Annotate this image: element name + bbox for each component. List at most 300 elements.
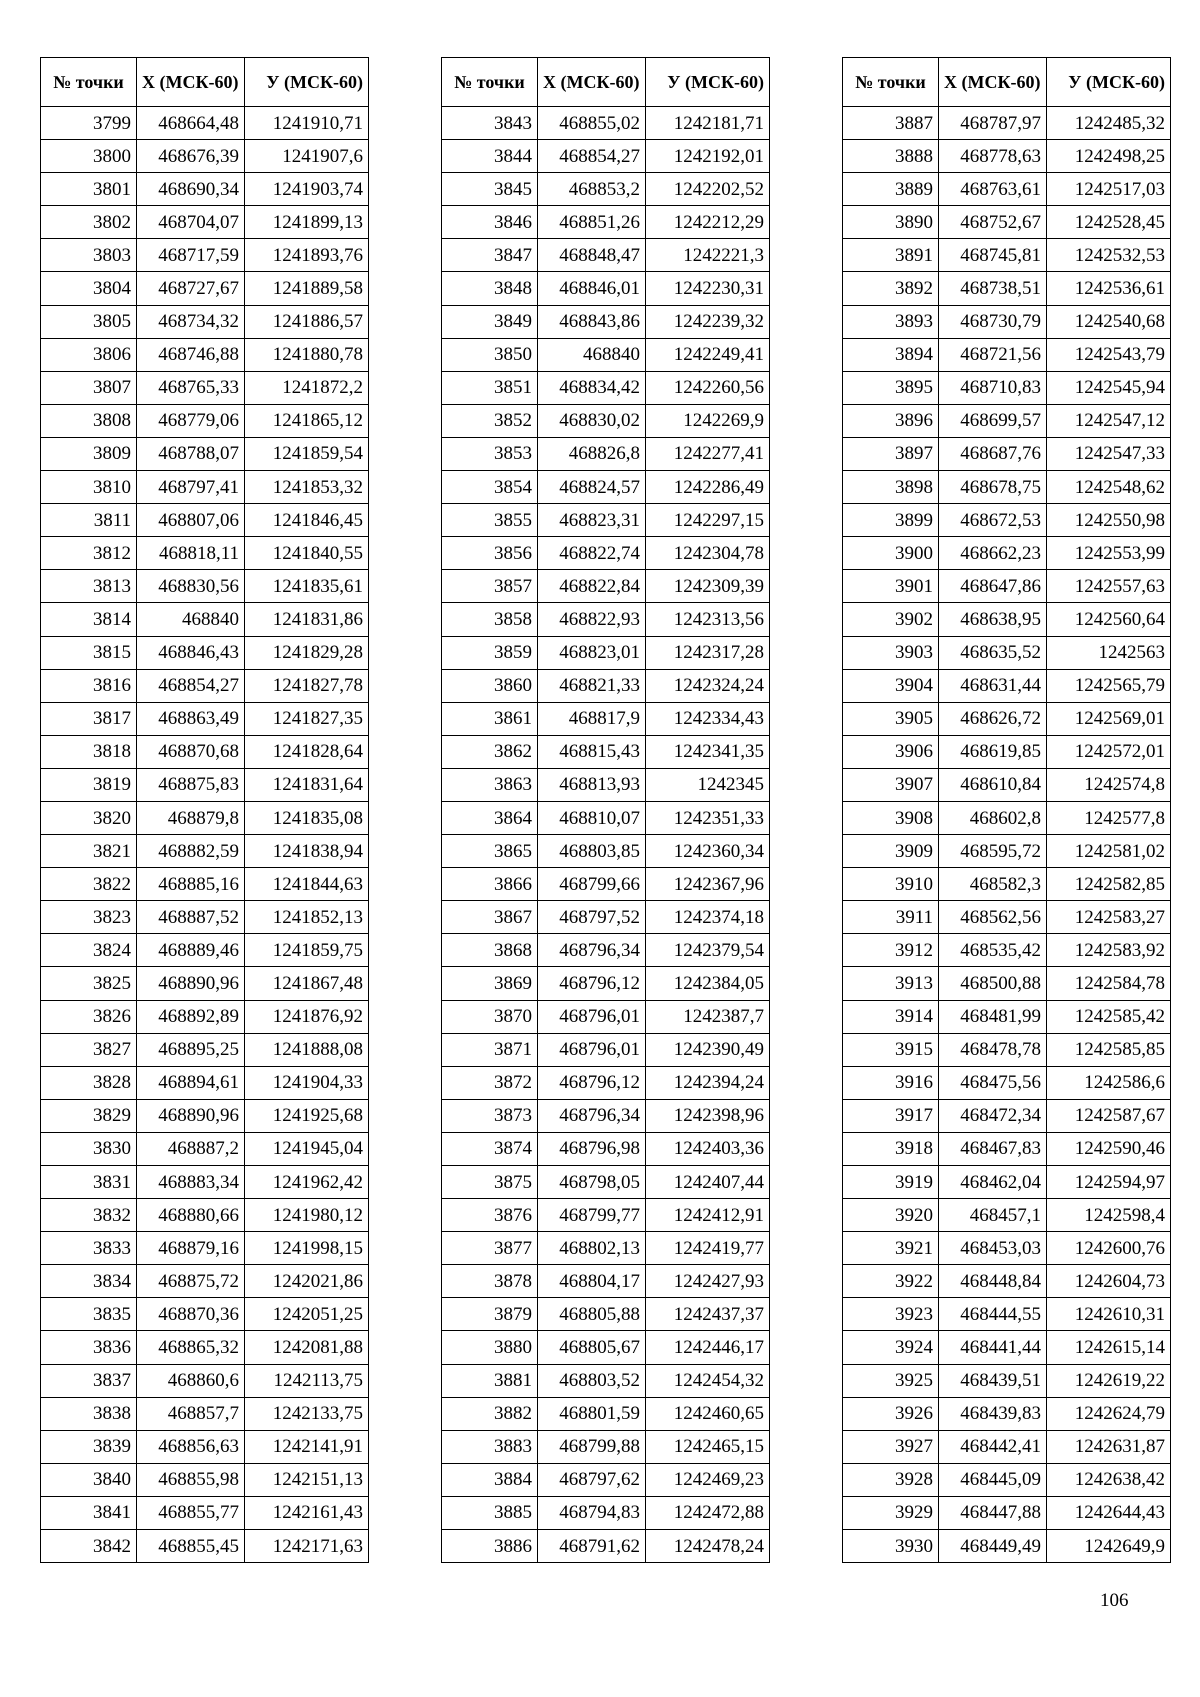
- x-coordinate-cell: 468803,52: [538, 1364, 646, 1397]
- table-row: [442, 239, 770, 272]
- point-number-cell: 3811: [41, 504, 137, 537]
- table-row: [442, 636, 770, 669]
- point-number-cell: 3873: [442, 1099, 538, 1132]
- point-number-cell: 3881: [442, 1364, 538, 1397]
- x-coordinate-cell: 468894,61: [137, 1066, 245, 1099]
- table-row: [41, 1298, 369, 1331]
- point-number-cell: 3868: [442, 934, 538, 967]
- table-row: [843, 1232, 1171, 1265]
- y-coordinate-cell: 1242485,32: [1047, 107, 1171, 140]
- point-number-cell: 3904: [843, 669, 939, 702]
- x-coordinate-cell: 468730,79: [939, 305, 1047, 338]
- y-coordinate-cell: 1242649,9: [1047, 1530, 1171, 1563]
- point-number-cell: 3815: [41, 636, 137, 669]
- x-coordinate-cell: 468687,76: [939, 437, 1047, 470]
- table-row: [41, 371, 369, 404]
- x-coordinate-cell: 468797,62: [538, 1463, 646, 1496]
- y-coordinate-cell: 1242577,8: [1047, 801, 1171, 834]
- point-number-cell: 3910: [843, 868, 939, 901]
- table-row: [843, 1463, 1171, 1496]
- table-row: [442, 967, 770, 1000]
- x-coordinate-cell: 468879,8: [137, 801, 245, 834]
- y-coordinate-cell: 1242587,67: [1047, 1099, 1171, 1132]
- y-coordinate-cell: 1242269,9: [646, 404, 770, 437]
- point-number-cell: 3888: [843, 140, 939, 173]
- y-coordinate-cell: 1242560,64: [1047, 603, 1171, 636]
- y-coordinate-cell: 1242403,36: [646, 1132, 770, 1165]
- table-row: [442, 1530, 770, 1563]
- y-coordinate-cell: 1242610,31: [1047, 1298, 1171, 1331]
- x-coordinate-cell: 468892,89: [137, 1000, 245, 1033]
- x-coordinate-cell: 468445,09: [939, 1463, 1047, 1496]
- table-row: [41, 504, 369, 537]
- x-coordinate-cell: 468447,88: [939, 1496, 1047, 1529]
- header-x-coordinate: X (МСК-60): [137, 58, 245, 107]
- x-coordinate-cell: 468821,33: [538, 669, 646, 702]
- y-coordinate-cell: 1242547,12: [1047, 404, 1171, 437]
- y-coordinate-cell: 1241867,48: [245, 967, 369, 1000]
- table-row: [843, 1033, 1171, 1066]
- table-row: [41, 1132, 369, 1165]
- x-coordinate-cell: 468562,56: [939, 901, 1047, 934]
- y-coordinate-cell: 1241840,55: [245, 537, 369, 570]
- x-coordinate-cell: 468796,34: [538, 1099, 646, 1132]
- table-row: [843, 1298, 1171, 1331]
- point-number-cell: 3923: [843, 1298, 939, 1331]
- table-header-row: [41, 58, 369, 107]
- y-coordinate-cell: 1242615,14: [1047, 1331, 1171, 1364]
- point-number-cell: 3837: [41, 1364, 137, 1397]
- y-coordinate-cell: 1242379,54: [646, 934, 770, 967]
- y-coordinate-cell: 1241945,04: [245, 1132, 369, 1165]
- y-coordinate-cell: 1242584,78: [1047, 967, 1171, 1000]
- point-number-cell: 3911: [843, 901, 939, 934]
- table-row: [41, 1364, 369, 1397]
- x-coordinate-cell: 468779,06: [137, 404, 245, 437]
- point-number-cell: 3893: [843, 305, 939, 338]
- x-coordinate-cell: 468662,23: [939, 537, 1047, 570]
- y-coordinate-cell: 1242427,93: [646, 1265, 770, 1298]
- y-coordinate-cell: 1241980,12: [245, 1199, 369, 1232]
- x-coordinate-cell: 468475,56: [939, 1066, 1047, 1099]
- x-coordinate-cell: 468746,88: [137, 338, 245, 371]
- table-row: [41, 239, 369, 272]
- table-row: [442, 702, 770, 735]
- x-coordinate-cell: 468664,48: [137, 107, 245, 140]
- y-coordinate-cell: 1242532,53: [1047, 239, 1171, 272]
- point-number-cell: 3840: [41, 1463, 137, 1496]
- table-row: [442, 1099, 770, 1132]
- x-coordinate-cell: 468794,83: [538, 1496, 646, 1529]
- y-coordinate-cell: 1242600,76: [1047, 1232, 1171, 1265]
- x-coordinate-cell: 468796,12: [538, 967, 646, 1000]
- x-coordinate-cell: 468822,93: [538, 603, 646, 636]
- y-coordinate-cell: 1242394,24: [646, 1066, 770, 1099]
- y-coordinate-cell: 1241831,64: [245, 768, 369, 801]
- point-number-cell: 3844: [442, 140, 538, 173]
- y-coordinate-cell: 1242133,75: [245, 1397, 369, 1430]
- x-coordinate-cell: 468796,34: [538, 934, 646, 967]
- point-number-cell: 3861: [442, 702, 538, 735]
- point-number-cell: 3891: [843, 239, 939, 272]
- point-number-cell: 3877: [442, 1232, 538, 1265]
- x-coordinate-cell: 468478,78: [939, 1033, 1047, 1066]
- table-header-row: [442, 58, 770, 107]
- x-coordinate-cell: 468704,07: [137, 206, 245, 239]
- point-number-cell: 3921: [843, 1232, 939, 1265]
- x-coordinate-cell: 468855,77: [137, 1496, 245, 1529]
- point-number-cell: 3838: [41, 1397, 137, 1430]
- table-row: [41, 868, 369, 901]
- table-row: [843, 868, 1171, 901]
- header-y-coordinate: У (МСК-60): [245, 58, 369, 107]
- y-coordinate-cell: 1242572,01: [1047, 735, 1171, 768]
- point-number-cell: 3804: [41, 272, 137, 305]
- point-number-cell: 3862: [442, 735, 538, 768]
- point-number-cell: 3926: [843, 1397, 939, 1430]
- point-number-cell: 3917: [843, 1099, 939, 1132]
- table-row: [41, 801, 369, 834]
- point-number-cell: 3817: [41, 702, 137, 735]
- table-row: [442, 305, 770, 338]
- point-number-cell: 3826: [41, 1000, 137, 1033]
- point-number-cell: 3906: [843, 735, 939, 768]
- point-number-cell: 3839: [41, 1430, 137, 1463]
- point-number-cell: 3909: [843, 835, 939, 868]
- point-number-cell: 3928: [843, 1463, 939, 1496]
- point-number-cell: 3870: [442, 1000, 538, 1033]
- table-row: [843, 636, 1171, 669]
- table-row: [843, 835, 1171, 868]
- point-number-cell: 3829: [41, 1099, 137, 1132]
- y-coordinate-cell: 1241865,12: [245, 404, 369, 437]
- x-coordinate-cell: 468441,44: [939, 1331, 1047, 1364]
- table-row: [843, 1099, 1171, 1132]
- y-coordinate-cell: 1242590,46: [1047, 1132, 1171, 1165]
- point-number-cell: 3821: [41, 835, 137, 868]
- table-row: [41, 570, 369, 603]
- y-coordinate-cell: 1241907,6: [245, 140, 369, 173]
- y-coordinate-cell: 1242398,96: [646, 1099, 770, 1132]
- x-coordinate-cell: 468805,67: [538, 1331, 646, 1364]
- point-number-cell: 3850: [442, 338, 538, 371]
- point-number-cell: 3882: [442, 1397, 538, 1430]
- x-coordinate-cell: 468834,42: [538, 371, 646, 404]
- point-number-cell: 3875: [442, 1166, 538, 1199]
- point-number-cell: 3809: [41, 437, 137, 470]
- point-number-cell: 3823: [41, 901, 137, 934]
- table-row: [41, 1000, 369, 1033]
- table-row: [41, 140, 369, 173]
- point-number-cell: 3869: [442, 967, 538, 1000]
- x-coordinate-cell: 468717,59: [137, 239, 245, 272]
- table-row: [843, 1000, 1171, 1033]
- x-coordinate-cell: 468721,56: [939, 338, 1047, 371]
- x-coordinate-cell: 468802,13: [538, 1232, 646, 1265]
- y-coordinate-cell: 1241872,2: [245, 371, 369, 404]
- point-number-cell: 3867: [442, 901, 538, 934]
- x-coordinate-cell: 468472,34: [939, 1099, 1047, 1132]
- point-number-cell: 3902: [843, 603, 939, 636]
- y-coordinate-cell: 1241910,71: [245, 107, 369, 140]
- y-coordinate-cell: 1242181,71: [646, 107, 770, 140]
- point-number-cell: 3929: [843, 1496, 939, 1529]
- point-number-cell: 3919: [843, 1166, 939, 1199]
- y-coordinate-cell: 1242387,7: [646, 1000, 770, 1033]
- point-number-cell: 3853: [442, 437, 538, 470]
- table-row: [843, 669, 1171, 702]
- table-row: [41, 901, 369, 934]
- table-row: [442, 669, 770, 702]
- table-row: [442, 471, 770, 504]
- table-row: [41, 1066, 369, 1099]
- point-number-cell: 3830: [41, 1132, 137, 1165]
- table-row: [442, 1132, 770, 1165]
- y-coordinate-cell: 1242619,22: [1047, 1364, 1171, 1397]
- point-number-cell: 3913: [843, 967, 939, 1000]
- table-row: [41, 1530, 369, 1563]
- y-coordinate-cell: 1242384,05: [646, 967, 770, 1000]
- table-row: [843, 603, 1171, 636]
- table-row: [843, 702, 1171, 735]
- x-coordinate-cell: 468727,67: [137, 272, 245, 305]
- x-coordinate-cell: 468813,93: [538, 768, 646, 801]
- y-coordinate-cell: 1241876,92: [245, 1000, 369, 1033]
- x-coordinate-cell: 468535,42: [939, 934, 1047, 967]
- y-coordinate-cell: 1241852,13: [245, 901, 369, 934]
- table-row: [442, 868, 770, 901]
- y-coordinate-cell: 1242585,85: [1047, 1033, 1171, 1066]
- point-number-cell: 3915: [843, 1033, 939, 1066]
- point-number-cell: 3835: [41, 1298, 137, 1331]
- x-coordinate-cell: 468626,72: [939, 702, 1047, 735]
- x-coordinate-cell: 468444,55: [939, 1298, 1047, 1331]
- page-number: 106: [1100, 1590, 1129, 1611]
- y-coordinate-cell: 1242565,79: [1047, 669, 1171, 702]
- y-coordinate-cell: 1242631,87: [1047, 1430, 1171, 1463]
- point-number-cell: 3892: [843, 272, 939, 305]
- point-number-cell: 3927: [843, 1430, 939, 1463]
- x-coordinate-cell: 468457,1: [939, 1199, 1047, 1232]
- point-number-cell: 3901: [843, 570, 939, 603]
- x-coordinate-cell: 468631,44: [939, 669, 1047, 702]
- point-number-cell: 3854: [442, 471, 538, 504]
- point-number-cell: 3813: [41, 570, 137, 603]
- table-row: [41, 1397, 369, 1430]
- x-coordinate-cell: 468855,02: [538, 107, 646, 140]
- point-number-cell: 3812: [41, 537, 137, 570]
- table-row: [442, 1000, 770, 1033]
- table-row: [442, 272, 770, 305]
- point-number-cell: 3857: [442, 570, 538, 603]
- x-coordinate-cell: 468619,85: [939, 735, 1047, 768]
- x-coordinate-cell: 468791,62: [538, 1530, 646, 1563]
- x-coordinate-cell: 468860,6: [137, 1364, 245, 1397]
- x-coordinate-cell: 468805,88: [538, 1298, 646, 1331]
- x-coordinate-cell: 468853,2: [538, 173, 646, 206]
- x-coordinate-cell: 468798,05: [538, 1166, 646, 1199]
- x-coordinate-cell: 468787,97: [939, 107, 1047, 140]
- y-coordinate-cell: 1241893,76: [245, 239, 369, 272]
- point-number-cell: 3824: [41, 934, 137, 967]
- point-number-cell: 3889: [843, 173, 939, 206]
- table-row: [41, 967, 369, 1000]
- table-row: [41, 1232, 369, 1265]
- x-coordinate-cell: 468602,8: [939, 801, 1047, 834]
- x-coordinate-cell: 468676,39: [137, 140, 245, 173]
- point-number-cell: 3846: [442, 206, 538, 239]
- x-coordinate-cell: 468818,11: [137, 537, 245, 570]
- x-coordinate-cell: 468752,67: [939, 206, 1047, 239]
- x-coordinate-cell: 468846,43: [137, 636, 245, 669]
- x-coordinate-cell: 468826,8: [538, 437, 646, 470]
- y-coordinate-cell: 1241838,94: [245, 835, 369, 868]
- x-coordinate-cell: 468788,07: [137, 437, 245, 470]
- x-coordinate-cell: 468610,84: [939, 768, 1047, 801]
- point-number-cell: 3896: [843, 404, 939, 437]
- y-coordinate-cell: 1242351,33: [646, 801, 770, 834]
- table-row: [442, 801, 770, 834]
- table-row: [843, 504, 1171, 537]
- y-coordinate-cell: 1241828,64: [245, 735, 369, 768]
- x-coordinate-cell: 468822,84: [538, 570, 646, 603]
- y-coordinate-cell: 1242021,86: [245, 1265, 369, 1298]
- x-coordinate-cell: 468796,98: [538, 1132, 646, 1165]
- y-coordinate-cell: 1242536,61: [1047, 272, 1171, 305]
- x-coordinate-cell: 468799,77: [538, 1199, 646, 1232]
- x-coordinate-cell: 468796,12: [538, 1066, 646, 1099]
- y-coordinate-cell: 1242548,62: [1047, 471, 1171, 504]
- table-row: [843, 1397, 1171, 1430]
- y-coordinate-cell: 1242540,68: [1047, 305, 1171, 338]
- table-row: [41, 603, 369, 636]
- table-row: [843, 305, 1171, 338]
- y-coordinate-cell: 1242171,63: [245, 1530, 369, 1563]
- x-coordinate-cell: 468462,04: [939, 1166, 1047, 1199]
- x-coordinate-cell: 468582,3: [939, 868, 1047, 901]
- table-row: [442, 371, 770, 404]
- point-number-cell: 3799: [41, 107, 137, 140]
- y-coordinate-cell: 1242598,4: [1047, 1199, 1171, 1232]
- table-row: [41, 107, 369, 140]
- y-coordinate-cell: 1242586,6: [1047, 1066, 1171, 1099]
- point-number-cell: 3899: [843, 504, 939, 537]
- x-coordinate-cell: 468690,34: [137, 173, 245, 206]
- table-row: [41, 437, 369, 470]
- table-header-row: [843, 58, 1171, 107]
- x-coordinate-cell: 468467,83: [939, 1132, 1047, 1165]
- table-row: [41, 1099, 369, 1132]
- y-coordinate-cell: 1241859,54: [245, 437, 369, 470]
- x-coordinate-cell: 468895,25: [137, 1033, 245, 1066]
- y-coordinate-cell: 1242260,56: [646, 371, 770, 404]
- y-coordinate-cell: 1242446,17: [646, 1331, 770, 1364]
- point-number-cell: 3860: [442, 669, 538, 702]
- table-row: [41, 1033, 369, 1066]
- point-number-cell: 3827: [41, 1033, 137, 1066]
- point-number-cell: 3801: [41, 173, 137, 206]
- y-coordinate-cell: 1242360,34: [646, 835, 770, 868]
- y-coordinate-cell: 1242304,78: [646, 537, 770, 570]
- table-row: [843, 371, 1171, 404]
- y-coordinate-cell: 1242317,28: [646, 636, 770, 669]
- y-coordinate-cell: 1242545,94: [1047, 371, 1171, 404]
- point-number-cell: 3859: [442, 636, 538, 669]
- table-row: [843, 471, 1171, 504]
- y-coordinate-cell: 1242465,15: [646, 1430, 770, 1463]
- point-number-cell: 3831: [41, 1166, 137, 1199]
- x-coordinate-cell: 468734,32: [137, 305, 245, 338]
- y-coordinate-cell: 1242309,39: [646, 570, 770, 603]
- table-row: [41, 338, 369, 371]
- x-coordinate-cell: 468875,83: [137, 768, 245, 801]
- point-number-cell: 3922: [843, 1265, 939, 1298]
- point-number-cell: 3879: [442, 1298, 538, 1331]
- y-coordinate-cell: 1242313,56: [646, 603, 770, 636]
- point-number-cell: 3805: [41, 305, 137, 338]
- x-coordinate-cell: 468890,96: [137, 1099, 245, 1132]
- x-coordinate-cell: 468870,36: [137, 1298, 245, 1331]
- point-number-cell: 3855: [442, 504, 538, 537]
- table-row: [442, 1232, 770, 1265]
- point-number-cell: 3849: [442, 305, 538, 338]
- x-coordinate-cell: 468830,02: [538, 404, 646, 437]
- point-number-cell: 3863: [442, 768, 538, 801]
- table-row: [843, 1066, 1171, 1099]
- x-coordinate-cell: 468778,63: [939, 140, 1047, 173]
- point-number-cell: 3819: [41, 768, 137, 801]
- point-number-cell: 3836: [41, 1331, 137, 1364]
- y-coordinate-cell: 1241835,61: [245, 570, 369, 603]
- header-point-number: № точки: [442, 58, 538, 107]
- y-coordinate-cell: 1242569,01: [1047, 702, 1171, 735]
- table-row: [843, 537, 1171, 570]
- table-row: [41, 1199, 369, 1232]
- point-number-cell: 3818: [41, 735, 137, 768]
- y-coordinate-cell: 1242151,13: [245, 1463, 369, 1496]
- y-coordinate-cell: 1242582,85: [1047, 868, 1171, 901]
- point-number-cell: 3802: [41, 206, 137, 239]
- x-coordinate-cell: 468885,16: [137, 868, 245, 901]
- table-row: [41, 835, 369, 868]
- y-coordinate-cell: 1242547,33: [1047, 437, 1171, 470]
- table-row: [843, 140, 1171, 173]
- table-row: [843, 901, 1171, 934]
- x-coordinate-cell: 468823,01: [538, 636, 646, 669]
- table-row: [442, 338, 770, 371]
- header-point-number: № точки: [41, 58, 137, 107]
- point-number-cell: 3874: [442, 1132, 538, 1165]
- y-coordinate-cell: 1241889,58: [245, 272, 369, 305]
- y-coordinate-cell: 1241859,75: [245, 934, 369, 967]
- x-coordinate-cell: 468890,96: [137, 967, 245, 1000]
- table-row: [442, 603, 770, 636]
- x-coordinate-cell: 468815,43: [538, 735, 646, 768]
- point-number-cell: 3930: [843, 1530, 939, 1563]
- y-coordinate-cell: 1241888,08: [245, 1033, 369, 1066]
- table-row: [442, 1496, 770, 1529]
- x-coordinate-cell: 468880,66: [137, 1199, 245, 1232]
- table-row: [843, 1265, 1171, 1298]
- y-coordinate-cell: 1242221,3: [646, 239, 770, 272]
- y-coordinate-cell: 1242454,32: [646, 1364, 770, 1397]
- point-number-cell: 3876: [442, 1199, 538, 1232]
- point-number-cell: 3806: [41, 338, 137, 371]
- point-number-cell: 3903: [843, 636, 939, 669]
- x-coordinate-cell: 468481,99: [939, 1000, 1047, 1033]
- table-row: [41, 1331, 369, 1364]
- y-coordinate-cell: 1242141,91: [245, 1430, 369, 1463]
